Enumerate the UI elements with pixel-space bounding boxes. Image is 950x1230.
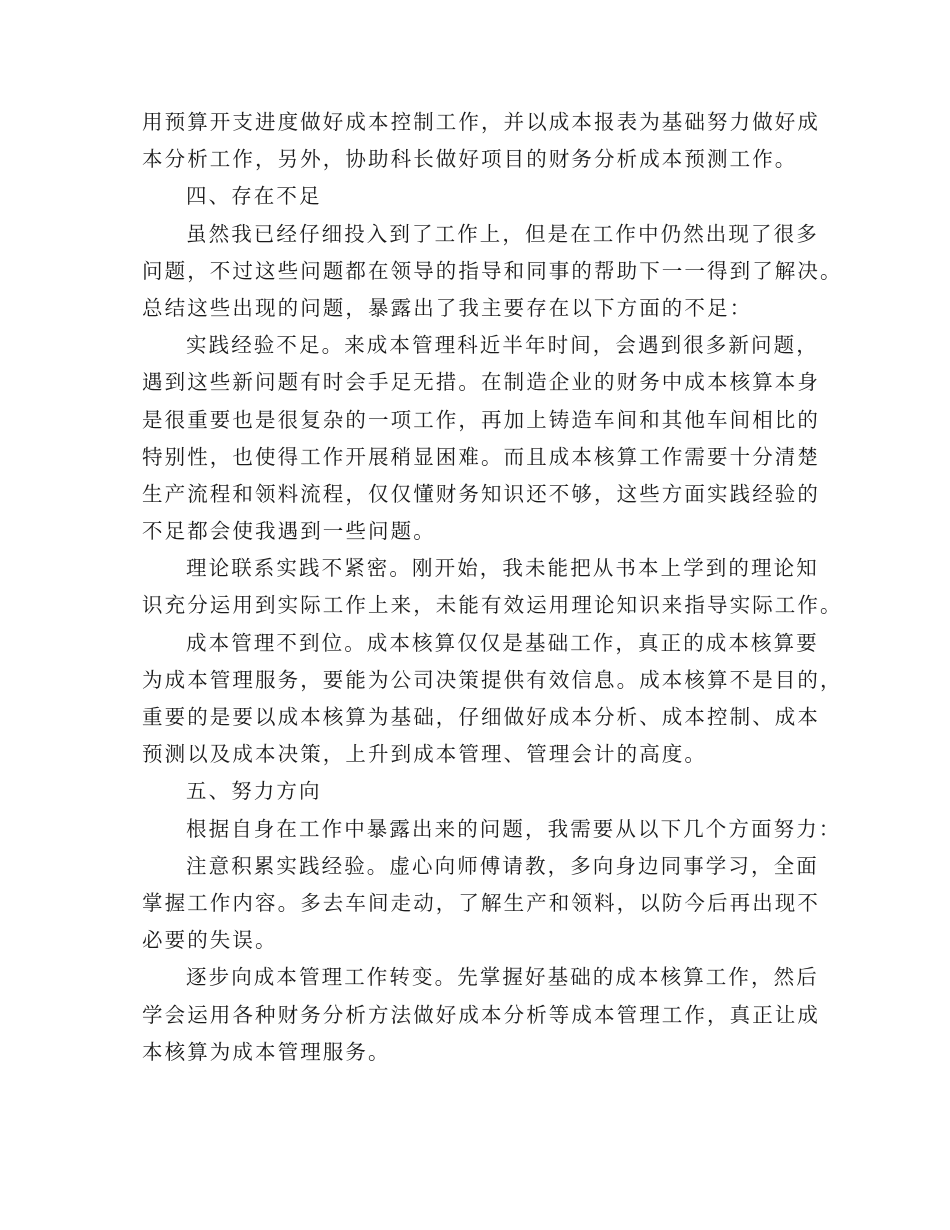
- text-line: 逐步向成本管理工作转变。先掌握好基础的成本核算工作，然后: [186, 965, 819, 990]
- text-line: 问题，不过这些问题都在领导的指导和同事的帮助下一一得到了解决。: [142, 258, 843, 283]
- text-line: 注意积累实践经验。虚心向师傅请教，多向身边同事学习，全面: [186, 853, 819, 878]
- text-line: 不足都会使我遇到一些问题。: [142, 519, 436, 544]
- text-line: 重要的是要以成本核算为基础，仔细做好成本分析、成本控制、成本: [142, 705, 820, 729]
- text-line: 成本管理不到位。成本核算仅仅是基础工作，真正的成本核算要: [186, 630, 819, 655]
- text-line: 本核算为成本管理服务。: [142, 1039, 391, 1064]
- text-line: 学会运用各种财务分析方法做好成本分析等成本管理工作，真正让成: [142, 1002, 820, 1027]
- text-line: 为成本管理服务，要能为公司决策提供有效信息。成本核算不是目的，: [142, 667, 843, 692]
- text-line: 识充分运用到实际工作上来，未能有效运用理论知识来指导实际工作。: [142, 593, 843, 618]
- text-line: 预测以及成本决策，上升到成本管理、管理会计的高度。: [142, 742, 707, 767]
- text-line: 根据自身在工作中暴露出来的问题，我需要从以下几个方面努力：: [186, 816, 842, 841]
- text-line: 掌握工作内容。多去车间走动，了解生产和领料，以防今后再出现不: [142, 890, 820, 915]
- text-line: 用预算开支进度做好成本控制工作，并以成本报表为基础努力做好成: [142, 110, 820, 134]
- text-line: 必要的失误。: [142, 928, 278, 953]
- text-line: 理论联系实践不紧密。刚开始，我未能把从书本上学到的理论知: [186, 556, 819, 581]
- text-line: 特别性，也使得工作开展稍显困难。而且成本核算工作需要十分清楚: [142, 444, 820, 469]
- text-line: 总结这些出现的问题，暴露出了我主要存在以下方面的不足：: [142, 295, 753, 320]
- text-line: 实践经验不足。来成本管理科近半年时间，会遇到很多新问题，: [186, 333, 819, 358]
- section-heading: 五、努力方向: [186, 779, 322, 804]
- text-line: 虽然我已经仔细投入到了工作上，但是在工作中仍然出现了很多: [186, 221, 819, 246]
- text-line: 生产流程和领料流程，仅仅懂财务知识还不够，这些方面实践经验的: [142, 481, 820, 506]
- text-line: 是很重要也是很复杂的一项工作，再加上铸造车间和其他车间相比的: [142, 407, 820, 432]
- section-heading: 四、存在不足: [186, 184, 322, 209]
- text-line: 本分析工作，另外，协助科长做好项目的财务分析成本预测工作。: [142, 147, 798, 172]
- text-line: 遇到这些新问题有时会手足无措。在制造企业的财务中成本核算本身: [142, 370, 820, 395]
- document-body: [142, 104, 843, 1071]
